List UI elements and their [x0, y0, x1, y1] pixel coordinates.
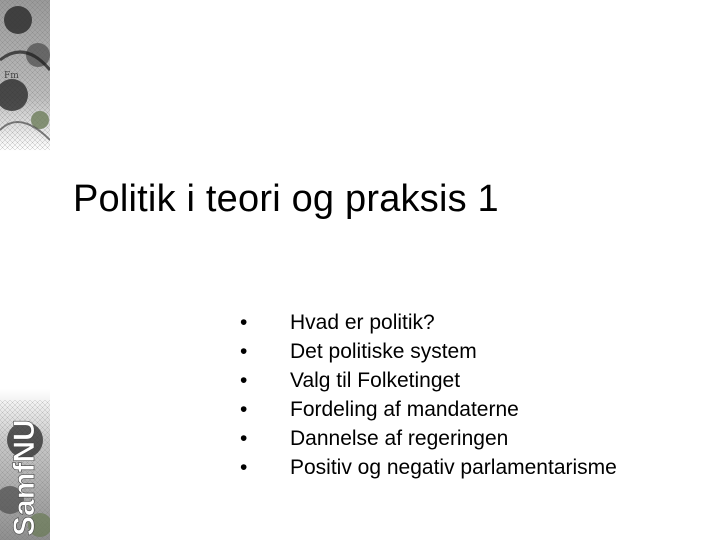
bullet-marker: • — [240, 340, 248, 363]
slide-title: Politik i teori og praksis 1 — [73, 178, 499, 220]
svg-text:SamfNU: SamfNU — [8, 419, 41, 536]
bullet-text: Valg til Folketinget — [290, 369, 461, 392]
bullet-text: Hvad er politik? — [290, 311, 435, 334]
bullet-marker: • — [240, 427, 248, 450]
bullet-text: Dannelse af regeringen — [290, 427, 509, 450]
svg-text:Fm: Fm — [4, 71, 19, 81]
bullet-marker: • — [240, 398, 248, 421]
bullet-text: Det politiske system — [290, 340, 477, 363]
decorative-sidebar — [0, 0, 50, 540]
bullet-marker: • — [240, 369, 248, 392]
bullet-text: Positiv og negativ parlamentarisme — [290, 456, 617, 479]
bullet-marker: • — [240, 456, 248, 479]
bullet-marker: • — [240, 311, 248, 334]
samfnu-logo — [4, 412, 44, 540]
bullet-text: Fordeling af mandaterne — [290, 398, 519, 421]
